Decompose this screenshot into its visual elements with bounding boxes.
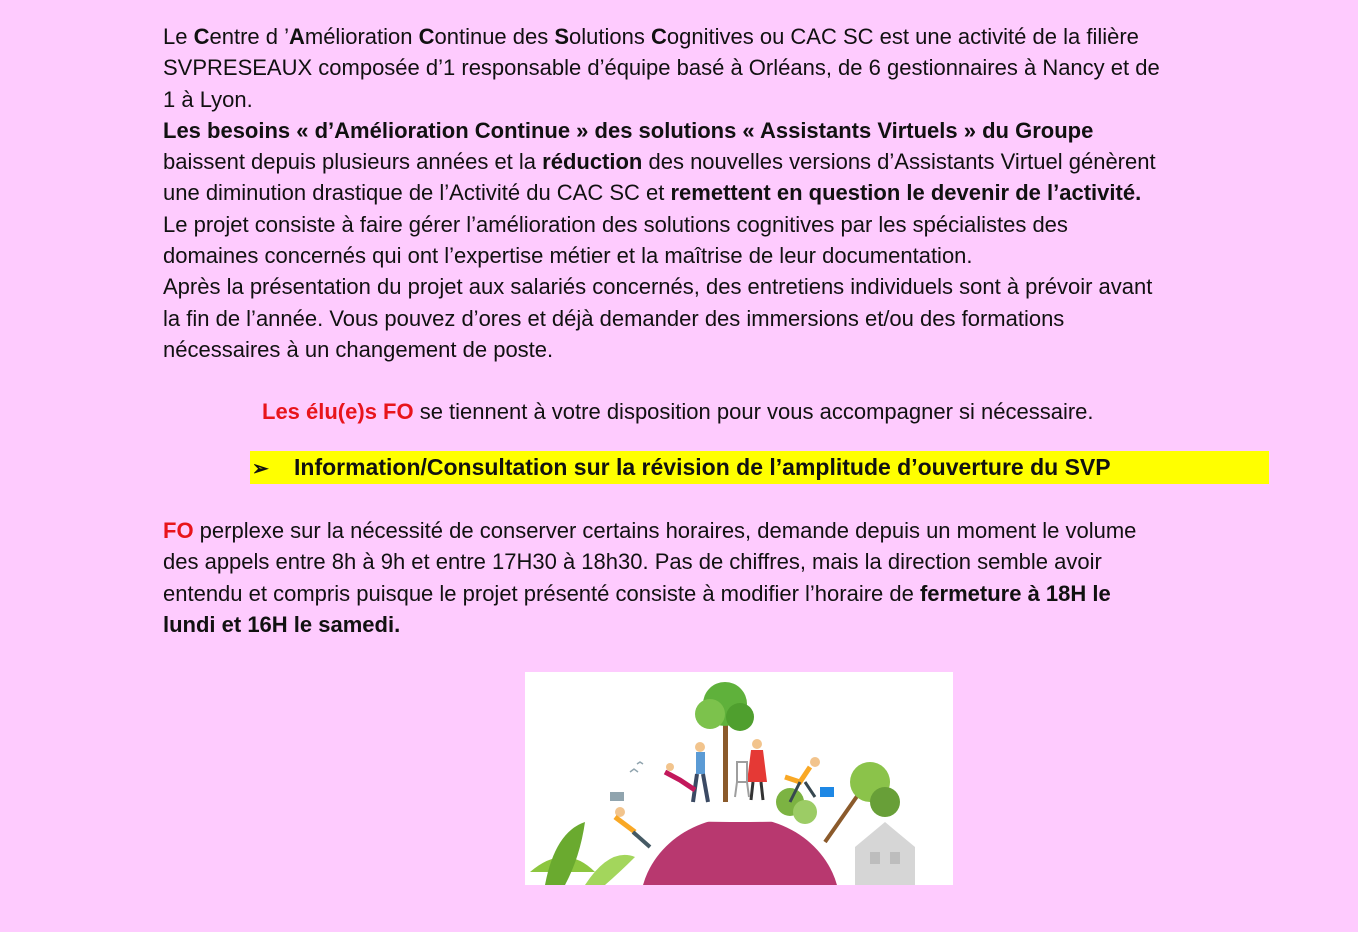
section-heading: [250, 451, 1269, 484]
text-line: FO perplexe sur la nécessité de conserver certains horaires, demande depuis un moment le volume: [163, 518, 1137, 543]
section-heading-text: Information/Consultation sur la révision de l’amplitude d’ouverture du SVP: [294, 454, 1111, 480]
people-on-planet-illustration: [525, 672, 953, 885]
text-line: Le projet consiste à faire gérer l’amélioration des solutions cognitives par les spécialistes des: [163, 211, 1068, 237]
text-line: nécessaires à un changement de poste.: [163, 336, 554, 362]
person-icon: [785, 757, 834, 802]
elected-reps-note: Les élu(e)s FO se tiennent à votre disposition pour vous accompagner si nécessaire.: [262, 399, 1094, 424]
planet-shape: [640, 817, 840, 885]
person-icon: [747, 739, 767, 800]
text-line: lundi et 16H le samedi.: [163, 611, 401, 637]
arrow-bullet-icon: ➢: [252, 458, 269, 480]
text-line: la fin de l’année. Vous pouvez d’ores et déjà demander des immersions et/ou des formations: [163, 305, 1065, 331]
bird-icon: [630, 762, 643, 772]
leaf-icon: [530, 822, 635, 885]
text-line: baissent depuis plusieurs années et la réduction des nouvelles versions d’Assistants Virtuel génèrent: [163, 149, 1156, 175]
fo-reps-label: Les élu(e)s FO: [262, 399, 414, 424]
person-icon: [665, 763, 695, 790]
person-icon: [693, 742, 708, 802]
text-line: domaines concernés qui ont l’expertise métier et la maîtrise de leur documentation.: [163, 243, 973, 269]
fo-paragraph: [163, 515, 1323, 640]
text-line: SVPRESEAUX composée d’1 responsable d’équipe basé à Orléans, de 6 gestionnaires à Nancy et de: [163, 55, 1160, 81]
intro-paragraph: [163, 21, 1323, 365]
chair-icon: [735, 762, 749, 797]
text-line: une diminution drastique de l’Activité du CAC SC et remettent en question le devenir de l’activité.: [163, 180, 1142, 206]
text-line: Le Centre d ’Amélioration Continue des Solutions Cognitives ou CAC SC est une activité de la filière: [163, 24, 1139, 49]
text-line: Après la présentation du projet aux salariés concernés, des entretiens individuels sont à prévoir avant: [163, 274, 1153, 300]
house-icon: [855, 822, 915, 885]
text-line: des appels entre 8h à 9h et entre 17H30 à 18h30. Pas de chiffres, mais la direction semble avoir: [163, 549, 1102, 575]
text-line: 1 à Lyon.: [163, 86, 253, 112]
person-icon: [610, 792, 650, 847]
text-line: entendu et compris puisque le projet présenté consiste à modifier l’horaire de fermeture à 18H le: [163, 580, 1111, 606]
text-line: Les besoins « d’Amélioration Continue » des solutions « Assistants Virtuels » du Groupe: [163, 117, 1094, 143]
